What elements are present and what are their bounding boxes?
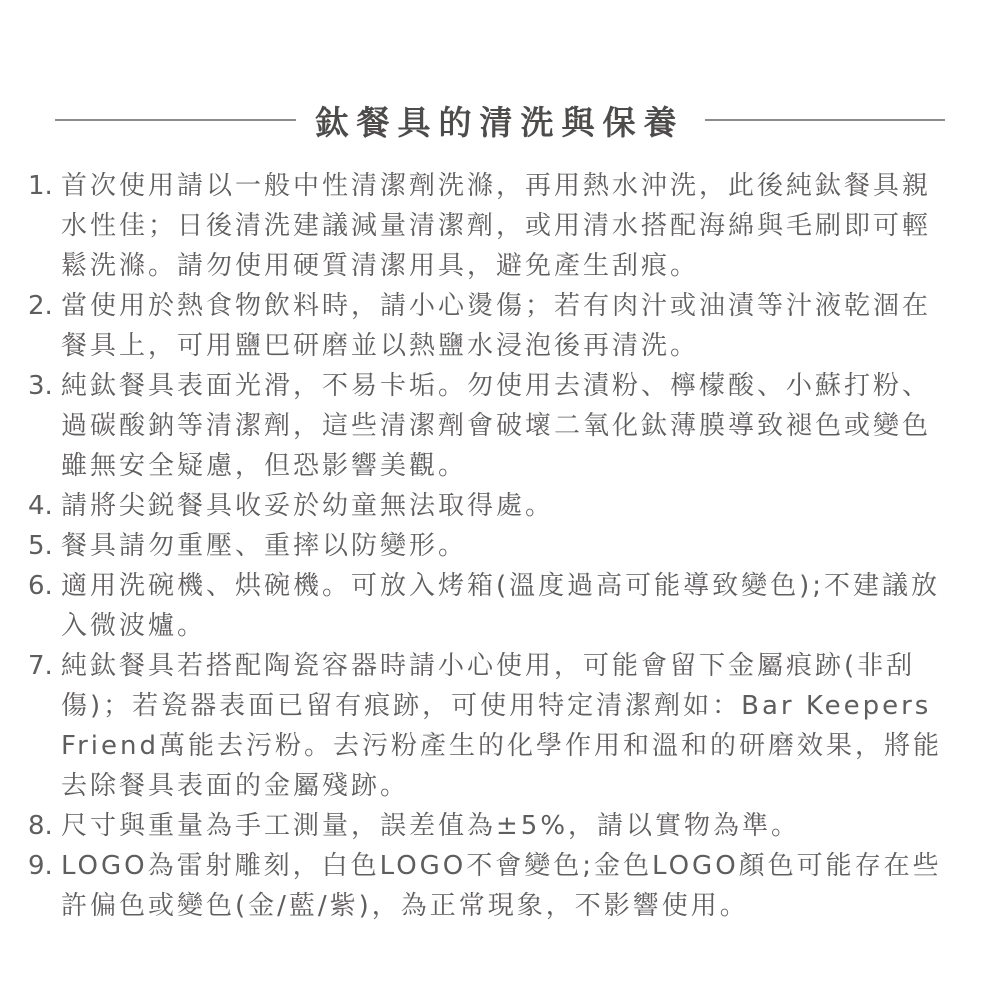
item-number: 1. [28, 171, 53, 201]
title-rule-left [55, 119, 296, 121]
list-item [28, 846, 953, 926]
list-item [28, 486, 953, 526]
item-text: 當使用於熱食物飲料時，請小心燙傷；若有肉汁或油漬等汁液乾涸在餐具上，可用鹽巴研磨並以熱鹽水浸泡後再清洗。 [61, 291, 932, 361]
list-item [28, 166, 953, 286]
item-text: 請將尖鋭餐具收妥於幼童無法取得處。 [61, 491, 555, 521]
item-text: 純鈦餐具表面光滑，不易卡垢。勿使用去漬粉、檸檬酸、小蘇打粉、過碳酸鈉等清潔劑，這些清潔劑會破壞二氧化鈦薄膜導致褪色或變色雖無安全疑慮，但恐影響美觀。 [61, 371, 932, 481]
item-number: 4. [28, 491, 53, 521]
item-number: 6. [28, 571, 53, 601]
item-number: 3. [28, 371, 53, 401]
title-rule-right [705, 119, 946, 121]
list-item [28, 806, 953, 846]
item-text: 純鈦餐具若搭配陶瓷容器時請小心使用，可能會留下金屬痕跡(非刮傷)；若瓷器表面已留有痕跡，可使用特定清潔劑如：Bar Keepers Friend萬能去污粉。去污粉產生的化學作用和溫和的研磨效果，將能去除餐具表面的金屬殘跡。 [61, 651, 942, 801]
page-title: 鈦餐具的清洗與保養 [315, 102, 685, 142]
list-item [28, 566, 953, 646]
care-instruction-list [28, 166, 953, 926]
item-number: 2. [28, 291, 53, 321]
list-item [28, 646, 953, 806]
list-item [28, 366, 953, 486]
item-text: LOGO為雷射雕刻，白色LOGO不會變色;金色LOGO顏色可能存在些許偏色或變色(金/藍/紫)，為正常現象，不影響使用。 [61, 851, 942, 921]
item-number: 8. [28, 811, 53, 841]
item-number: 9. [28, 851, 53, 881]
item-number: 7. [28, 651, 53, 681]
item-text: 首次使用請以一般中性清潔劑洗滌，再用熱水沖洗，此後純鈦餐具親水性佳；日後清洗建議減量清潔劑，或用清水搭配海綿與毛刷即可輕鬆洗滌。請勿使用硬質清潔用具，避免產生刮痕。 [61, 171, 932, 281]
item-number: 5. [28, 531, 53, 561]
item-text: 適用洗碗機、烘碗機。可放入烤箱(溫度過高可能導致變色);不建議放入微波爐。 [61, 571, 941, 641]
item-text: 尺寸與重量為手工測量，誤差值為±5%，請以實物為準。 [61, 811, 801, 841]
list-item [28, 526, 953, 566]
title-row [55, 100, 945, 140]
list-item [28, 286, 953, 366]
item-text: 餐具請勿重壓、重摔以防變形。 [61, 531, 468, 561]
